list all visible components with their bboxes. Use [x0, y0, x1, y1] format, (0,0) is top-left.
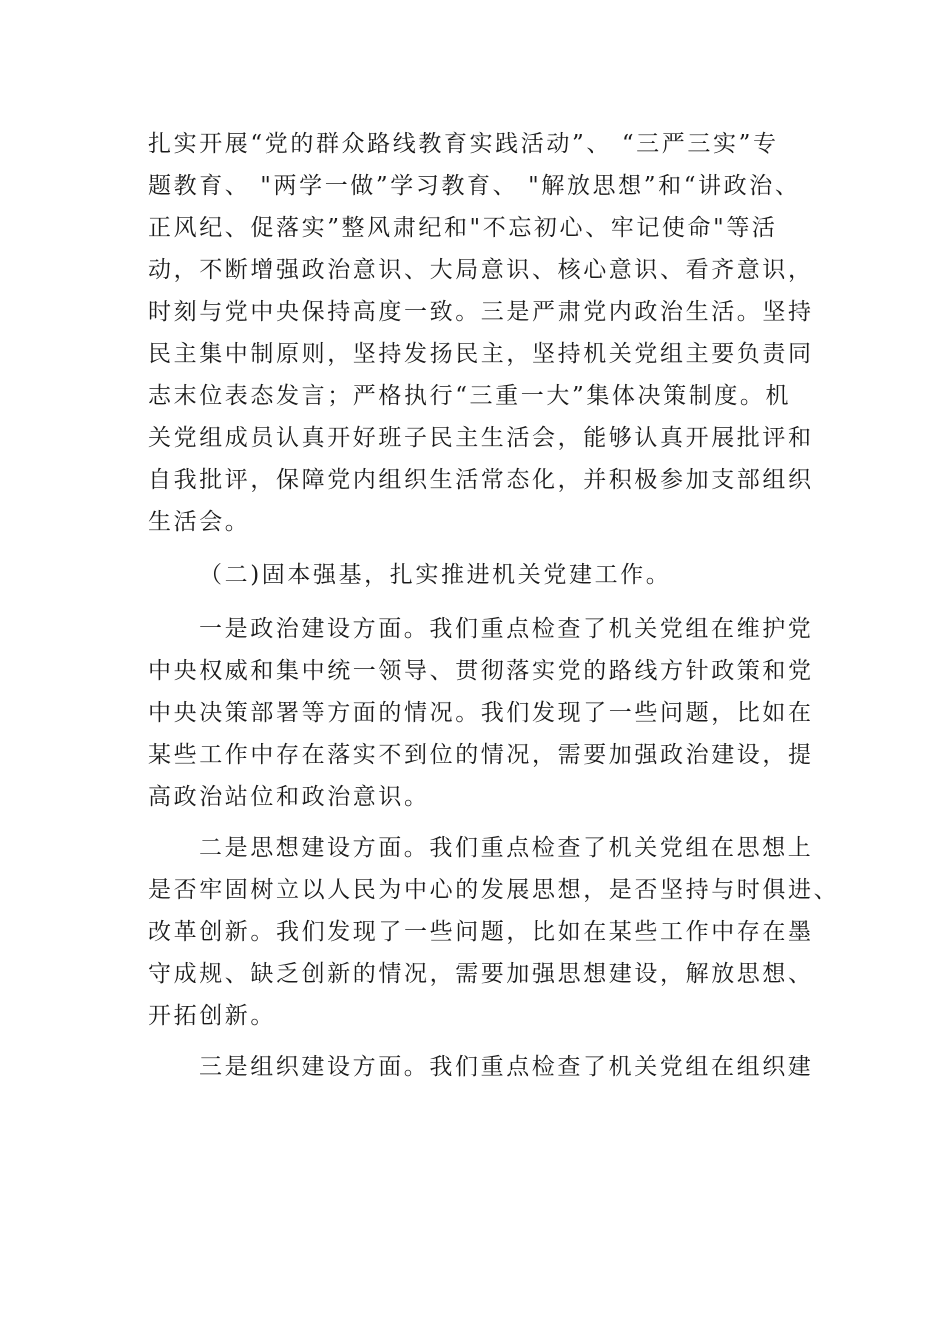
paragraph-line: 某些工作中存在落实不到位的情况，需要加强政治建设，提	[148, 742, 814, 768]
paragraph-line: 扎实开展“党的群众路线教育实践活动”、 “三严三实”专	[148, 131, 779, 157]
paragraph-line: 守成规、缺乏创新的情况，需要加强思想建设，解放思想、	[148, 961, 814, 987]
paragraph-line: 动，不断增强政治意识、大局意识、核心意识、看齐意识，	[148, 257, 814, 283]
section-heading: （二)固本强基，扎实推进机关党建工作。	[199, 562, 672, 588]
paragraph-line: 是否牢固树立以人民为中心的发展思想，是否坚持与时俱进、	[148, 877, 840, 903]
paragraph-line: 民主集中制原则，坚持发扬民主，坚持机关党组主要负责同	[148, 341, 814, 367]
paragraph-line: 中央决策部署等方面的情况。我们发现了一些问题，比如在	[148, 700, 814, 726]
paragraph-line: 时刻与党中央保持高度一致。三是严肃党内政治生活。坚持	[148, 299, 814, 325]
paragraph-line: 生活会。	[148, 509, 251, 535]
paragraph-line: 三是组织建设方面。我们重点检查了机关党组在组织建	[199, 1054, 814, 1080]
paragraph-line: 正风纪、促落实”整风肃纪和"不忘初心、牢记使命"等活	[148, 215, 778, 241]
paragraph-line: 二是思想建设方面。我们重点检查了机关党组在思想上	[199, 835, 814, 861]
paragraph-line: 自我批评，保障党内组织生活常态化，并积极参加支部组织	[148, 467, 814, 493]
paragraph-line: 志末位表态发言；严格执行“三重一大”集体决策制度。机	[148, 383, 792, 409]
paragraph-line: 关党组成员认真开好班子民主生活会，能够认真开展批评和	[148, 425, 814, 451]
paragraph-line: 开拓创新。	[148, 1003, 276, 1029]
paragraph-line: 高政治站位和政治意识。	[148, 784, 430, 810]
paragraph-line: 改革创新。我们发现了一些问题，比如在某些工作中存在墨	[148, 919, 814, 945]
paragraph-line: 题教育、 "两学一做”学习教育、 "解放思想”和“讲政治、	[148, 173, 801, 199]
paragraph-line: 中央权威和集中统一领导、贯彻落实党的路线方针政策和党	[148, 658, 814, 684]
paragraph-line: 一是政治建设方面。我们重点检查了机关党组在维护党	[199, 616, 814, 642]
